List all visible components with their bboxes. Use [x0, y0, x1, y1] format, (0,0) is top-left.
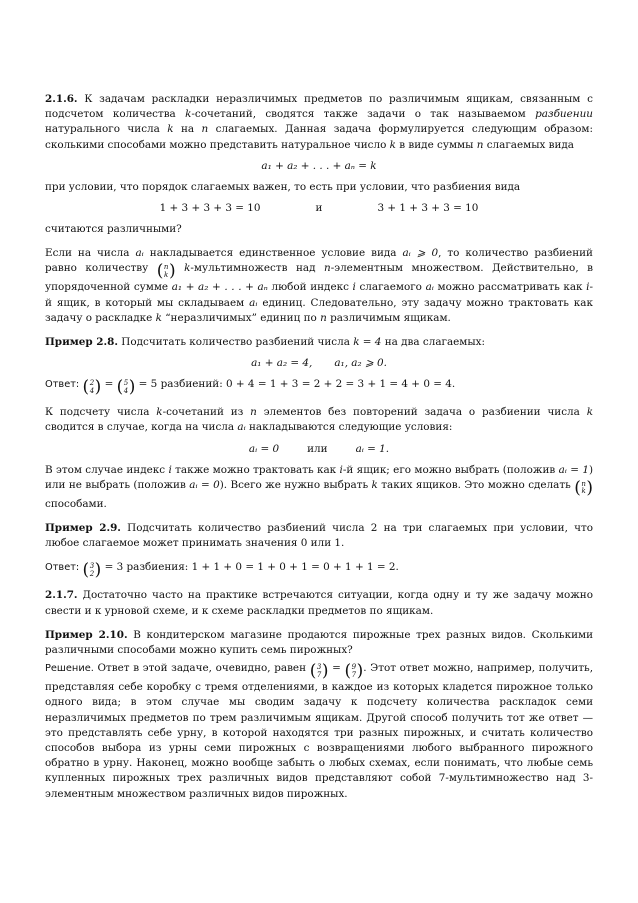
binomial: ( n k ) [574, 477, 593, 498]
section-2-1-7: 2.1.7. Достаточно часто на практике встречаются ситуации, когда одну и ту же задачу можно свести и к урновой схеме, и к схеме раскладки предметов по ящикам. [45, 589, 593, 617]
solution-2-10: Решение. Ответ в этой задаче, очевидно, равен ( 3 7 ) = ( 9 7 ) . Этот ответ можно, например, получить, представляя себе коробку с тремя отделениями, в каждое из которых кладется пирожное только одного вида; в этом случае мы сводим задачу к подсчету количества раскладок семи неразличимых предметов по трем различимым ящикам. Другой способ получить тот же ответ — это представлять себе урну, в которой находятся три разных пирожных, и считать количество способов выбора из урны семи пирожных с возвращениями любого выбранного пирожного обратно в урну. Наконец, можно вообще забыть о любых схемах, если понимать, что любые семь купленных пирожных трех различных видов представляют собой 7-мультимножество над 3-элементным множеством различных видов пирожных. [45, 661, 594, 800]
paragraph-multisets: Если на числа aᵢ накладывается единственное условие вида aᵢ ⩾ 0, то количество разбиений равно количеству ( n k ) k-мультимножеств над n-элементным множеством. Действительно, в упорядоченной сумме a₁ + a₂ + . . . + aₙ любой индекс i слагаемого aᵢ можно рассматривать как i-й ящик, в который мы складываем aᵢ единиц. Следовательно, эту задачу можно трактовать как задачу о раскладке k “неразличимых” единиц по n различимым ящикам. [45, 247, 594, 324]
binomial: ( n k ) [156, 261, 176, 282]
binomial: ( 5 4 ) [116, 377, 136, 398]
equation-conditions: aᵢ = 0 или aᵢ = 1. [248, 442, 390, 455]
paragraph: считаются различными? [45, 223, 182, 236]
equation-partitions: 1 + 3 + 3 + 3 = 10 и 3 + 1 + 3 + 3 = 10 [159, 202, 479, 215]
binomial: ( 3 7 ) [309, 661, 329, 682]
equation-example-2-8: a₁ + a₂ = 4, a₁, a₂ ⩾ 0. [251, 357, 387, 370]
page-content [45, 92, 593, 802]
paragraph-combinations: К подсчету числа k-сочетаний из n элементов без повторений задача о разбиении числа k сводится в случае, когда на числа aᵢ накладываются следующие условия: [45, 406, 593, 434]
binomial: ( 3 2 ) [82, 560, 102, 581]
section-2-1-6: 2.1.6. К задачам раскладки неразличимых предметов по различимым ящикам, связанным с подсчетом количества k-сочетаний, сводятся также задачи о так называемом разбиении натурального числа k на n слагаемых. Данная задача формулируется следующим образом: сколькими способами можно представить натуральное число k в виде суммы n слагаемых вида [45, 93, 593, 151]
section-number: 2.1.6. [45, 93, 78, 105]
example-2-8: Пример 2.8. Подсчитать количество разбиений числа k = 4 на два слагаемых: [45, 336, 486, 349]
example-2-10: Пример 2.10. В кондитерском магазине продаются пирожные трех разных видов. Сколькими различными способами можно купить семь пирожных? [45, 628, 593, 657]
paragraph-boxes: В этом случае индекс i также можно трактовать как i-й ящик; его можно выбрать (положив aᵢ = 1) или не выбрать (положив aᵢ = 0). Всего же нужно выбрать k таких ящиков. Это можно сделать ( n k ) способами. [45, 463, 593, 510]
binomial: ( 2 4 ) [82, 377, 102, 398]
section-number: 2.1.7. [45, 589, 78, 602]
equation-sum: a₁ + a₂ + . . . + aₙ = k [261, 159, 377, 172]
answer-2-8: Ответ: ( 2 4 ) = ( 5 4 ) = 5 разбиений: 0 + 4 = 1 + 3 = 2 + 2 = 3 + 1 = 4 + 0 = 4. [45, 377, 456, 398]
paragraph: при условии, что порядок слагаемых важен, то есть при условии, что разбиения вида [45, 180, 521, 193]
binomial: ( 9 7 ) [344, 661, 364, 682]
example-2-9: Пример 2.9. Подсчитать количество разбиений числа 2 на три слагаемых при условии, что любое слагаемое может принимать значения 0 или 1. [45, 522, 593, 550]
answer-2-9: Ответ: ( 3 2 ) = 3 разбиения: 1 + 1 + 0 = 1 + 0 + 1 = 0 + 1 + 1 = 2. [45, 560, 399, 581]
